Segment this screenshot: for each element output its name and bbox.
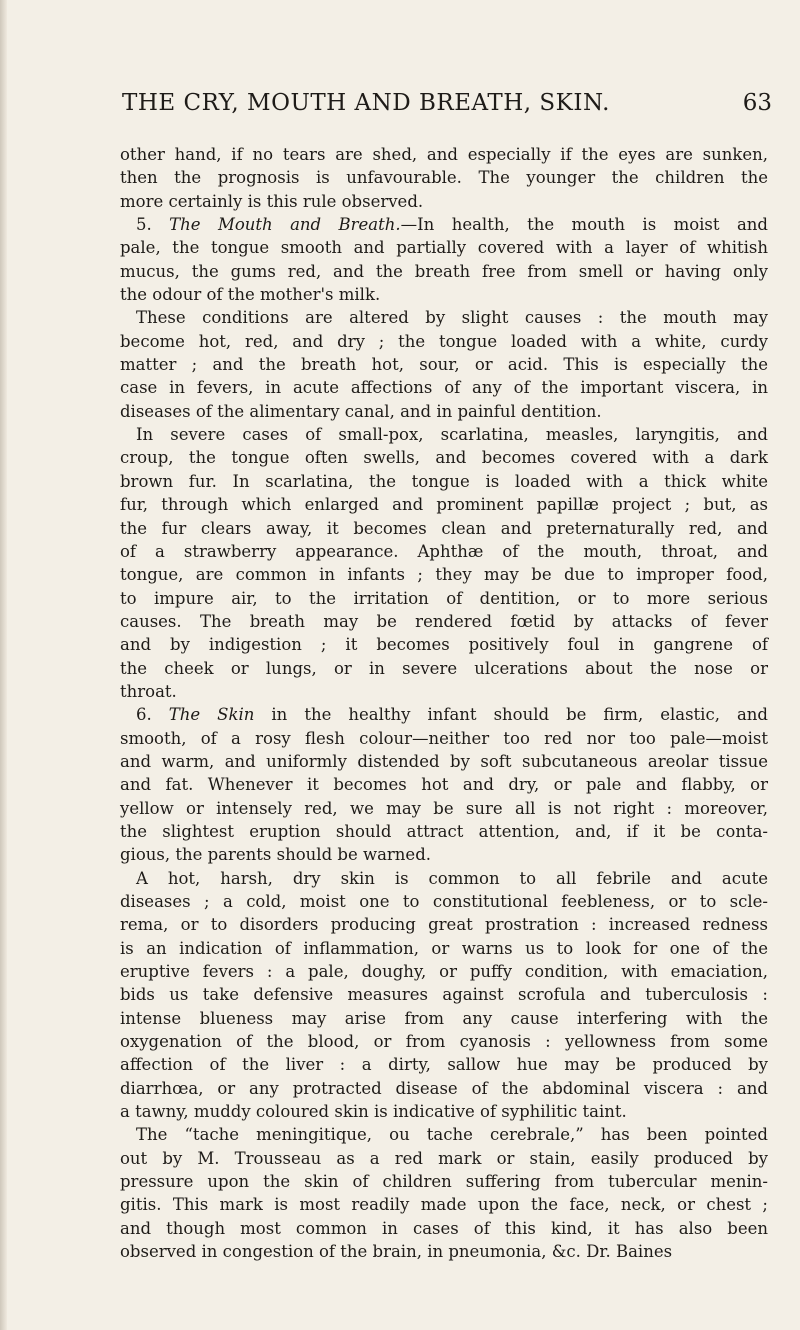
text-line: mucus, the gums red, and the breath free from smell or having only (120, 261, 768, 281)
text-line: to impure air, to the irritation of dentition, or to more serious (120, 588, 768, 608)
line-text: —In health, the mouth is moist and (400, 215, 768, 235)
text-line: observed in congestion of the brain, in pneumonia, &c. Dr. Baines (120, 1242, 673, 1262)
text-line: The “tache meningitique, ou tache cerebrale,” has been pointed (136, 1125, 768, 1145)
running-title: THE CRY, MOUTH AND BREATH, SKIN. (122, 90, 610, 116)
text-line: diseases ; a cold, moist one to constitutional feebleness, or to scle- (120, 892, 768, 911)
text-line: is an indication of inflammation, or warns us to look for one of the (120, 938, 768, 958)
text-line: yellow or intensely red, we may be sure all is not right : moreover, (120, 798, 768, 818)
text-line: affection of the liver : a dirty, sallow hue may be produced by (120, 1055, 768, 1075)
text-line: fur, through which enlarged and prominent papillæ project ; but, as (120, 495, 768, 515)
text-line: oxygenation of the blood, or from cyanosis : yellowness from some (120, 1032, 768, 1052)
text-line: and fat. Whenever it becomes hot and dry, or pale and flabby, or (120, 775, 768, 795)
text-line: diseases of the alimentary canal, and in painful dentition. (120, 401, 602, 421)
section-heading: The Skin (168, 705, 255, 725)
text-line: eruptive fevers : a pale, doughy, or puffy condition, with emaciation, (120, 962, 768, 982)
text-line: the fur clears away, it becomes clean and preternaturally red, and (120, 518, 768, 538)
line-text: in the healthy infant should be firm, elastic, and (254, 705, 768, 725)
text-line: and by indigestion ; it becomes positively foul in gangrene of (120, 635, 768, 655)
text-line: These conditions are altered by slight causes : the mouth may (136, 308, 768, 328)
text-line: matter ; and the breath hot, sour, or acid. This is especially the (120, 355, 768, 375)
text-line: smooth, of a rosy flesh colour—neither too red nor too pale—moist (120, 728, 768, 748)
text-line: intense blueness may arise from any cause interfering with the (120, 1008, 768, 1028)
text-line (120, 213, 768, 236)
text-line: A hot, harsh, dry skin is common to all febrile and acute (136, 868, 768, 888)
section-number: 6. (136, 705, 169, 725)
page-header (122, 90, 772, 120)
text-line: tongue, are common in infants ; they may be due to improper food, (120, 565, 768, 585)
text-line: pale, the tongue smooth and partially covered with a layer of whitish (120, 238, 768, 258)
page-number: 63 (742, 90, 772, 116)
text-line: throat. (120, 681, 177, 701)
page-spine-shadow (0, 0, 7, 1330)
body-text (120, 143, 768, 1264)
text-line: the slightest eruption should attract attention, and, if it be conta- (120, 821, 768, 841)
text-line: case in fevers, in acute affections of any of the important viscera, in (120, 378, 768, 398)
text-line: pressure upon the skin of children suffering from tubercular menin- (120, 1172, 768, 1192)
text-line: of a strawberry appearance. Aphthæ of the mouth, throat, and (120, 541, 768, 561)
text-line: become hot, red, and dry ; the tongue loaded with a white, curdy (120, 331, 768, 351)
text-line: other hand, if no tears are shed, and especially if the eyes are sunken, (120, 145, 768, 164)
text-line: and warm, and uniformly distended by soft subcutaneous areolar tissue (120, 751, 768, 771)
text-line: more certainly is this rule observed. (120, 191, 424, 211)
text-line: diarrhœa, or any protracted disease of the abdominal viscera : and (120, 1078, 768, 1098)
text-line: causes. The breath may be rendered fœtid by attacks of fever (120, 611, 768, 631)
text-line: rema, or to disorders producing great prostration : increased redness (120, 915, 768, 935)
text-line: gitis. This mark is most readily made upon the face, neck, or chest ; (120, 1195, 768, 1215)
text-line: the cheek or lungs, or in severe ulcerations about the nose or (120, 658, 768, 678)
section-number: 5. (136, 215, 170, 235)
text-line: then the prognosis is unfavourable. The younger the children the (120, 168, 768, 188)
text-line: and though most common in cases of this kind, it has also been (120, 1218, 768, 1238)
text-line: out by M. Trousseau as a red mark or stain, easily produced by (120, 1148, 768, 1168)
text-line: the odour of the mother's milk. (120, 285, 381, 305)
text-line: bids us take defensive measures against scrofula and tuberculosis : (120, 985, 768, 1005)
text-line (120, 703, 768, 726)
text-line: croup, the tongue often swells, and becomes covered with a dark (120, 448, 768, 468)
text-line: In severe cases of small-pox, scarlatina, measles, laryngitis, and (136, 425, 768, 445)
text-line: brown fur. In scarlatina, the tongue is loaded with a thick white (120, 471, 768, 491)
text-line: a tawny, muddy coloured skin is indicative of syphilitic taint. (120, 1102, 627, 1122)
section-heading: The Mouth and Breath. (169, 215, 401, 235)
text-line: gious, the parents should be warned. (120, 845, 432, 865)
